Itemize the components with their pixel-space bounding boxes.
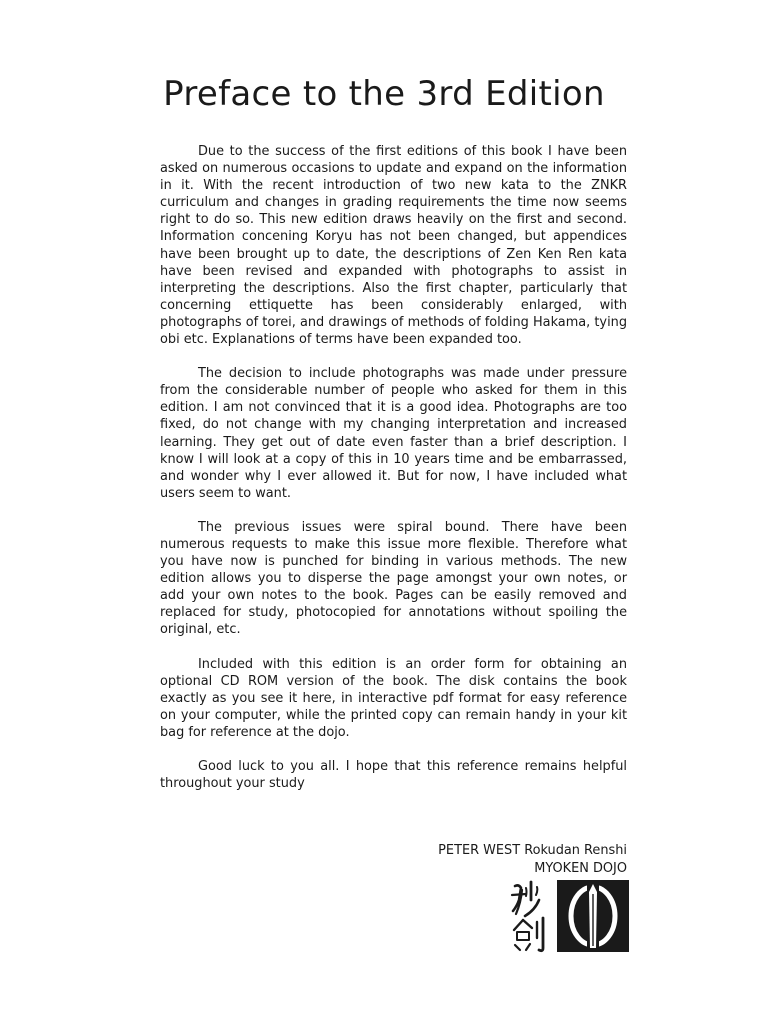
page-title: Preface to the 3rd Edition bbox=[163, 74, 605, 114]
paragraph-4: Included with this edition is an order form for obtaining an optional CD ROM version of the book. The disk contains the book exactly as you see it here, in interactive pdf format for easy reference on your computer, while the printed copy can remain handy in your kit bag for reference at the dojo. bbox=[160, 656, 627, 740]
paragraph-2: The decision to include photographs was made under pressure from the considerable number of people who asked for them in this edition. I am not convinced that it is a good idea. Photographs are too fixed, do not change with my changing interpretation and increased learning. They get out of date even faster than a brief description. I know I will look at a copy of this in 10 years time and be embarrassed, and wonder why I ever allowed it. But for now, I have included what users seem to want. bbox=[160, 366, 627, 501]
dojo-logo-graphic bbox=[509, 878, 631, 954]
signature-block bbox=[438, 842, 627, 877]
signature-dojo: MYOKEN DOJO bbox=[534, 860, 627, 876]
paragraph-1: Due to the success of the first editions of this book I have been asked on numerous occasions to update and expand on the information in it. With the recent introduction of two new kata to the ZNKR curriculum and changes in grading requirements the time now seems right to do so. This new edition draws heavily on the first and second. Information concening Koryu has not been changed, but appendices have been brought up to date, the descriptions of Zen Ken Ren kata have been revised and expanded with photographs to assist in interpreting the descriptions. Also the first chapter, particularly that concerning ettiquette has been considerably enlarged, with photographs of torei, and drawings of methods of folding Hakama, tying obi etc. Explanations of terms have been expanded too. bbox=[160, 144, 627, 348]
preface-body bbox=[160, 143, 627, 809]
paragraph-3: The previous issues were spiral bound. There have been numerous requests to make this issue more flexible. Therefore what you have now is punched for binding in various methods. The new edition allows you to disperse the page amongst your own notes, or add your own notes to the book. Pages can be easily removed and replaced for study, photocopied for annotations without spoiling the original, etc. bbox=[160, 519, 627, 638]
calligraphy-mark bbox=[512, 882, 543, 951]
sword-emblem-icon bbox=[557, 880, 629, 952]
signature-name: PETER WEST Rokudan Renshi bbox=[438, 843, 627, 858]
dojo-logo bbox=[509, 878, 631, 954]
paragraph-5: Good luck to you all. I hope that this reference remains helpful throughout your study bbox=[160, 759, 627, 792]
